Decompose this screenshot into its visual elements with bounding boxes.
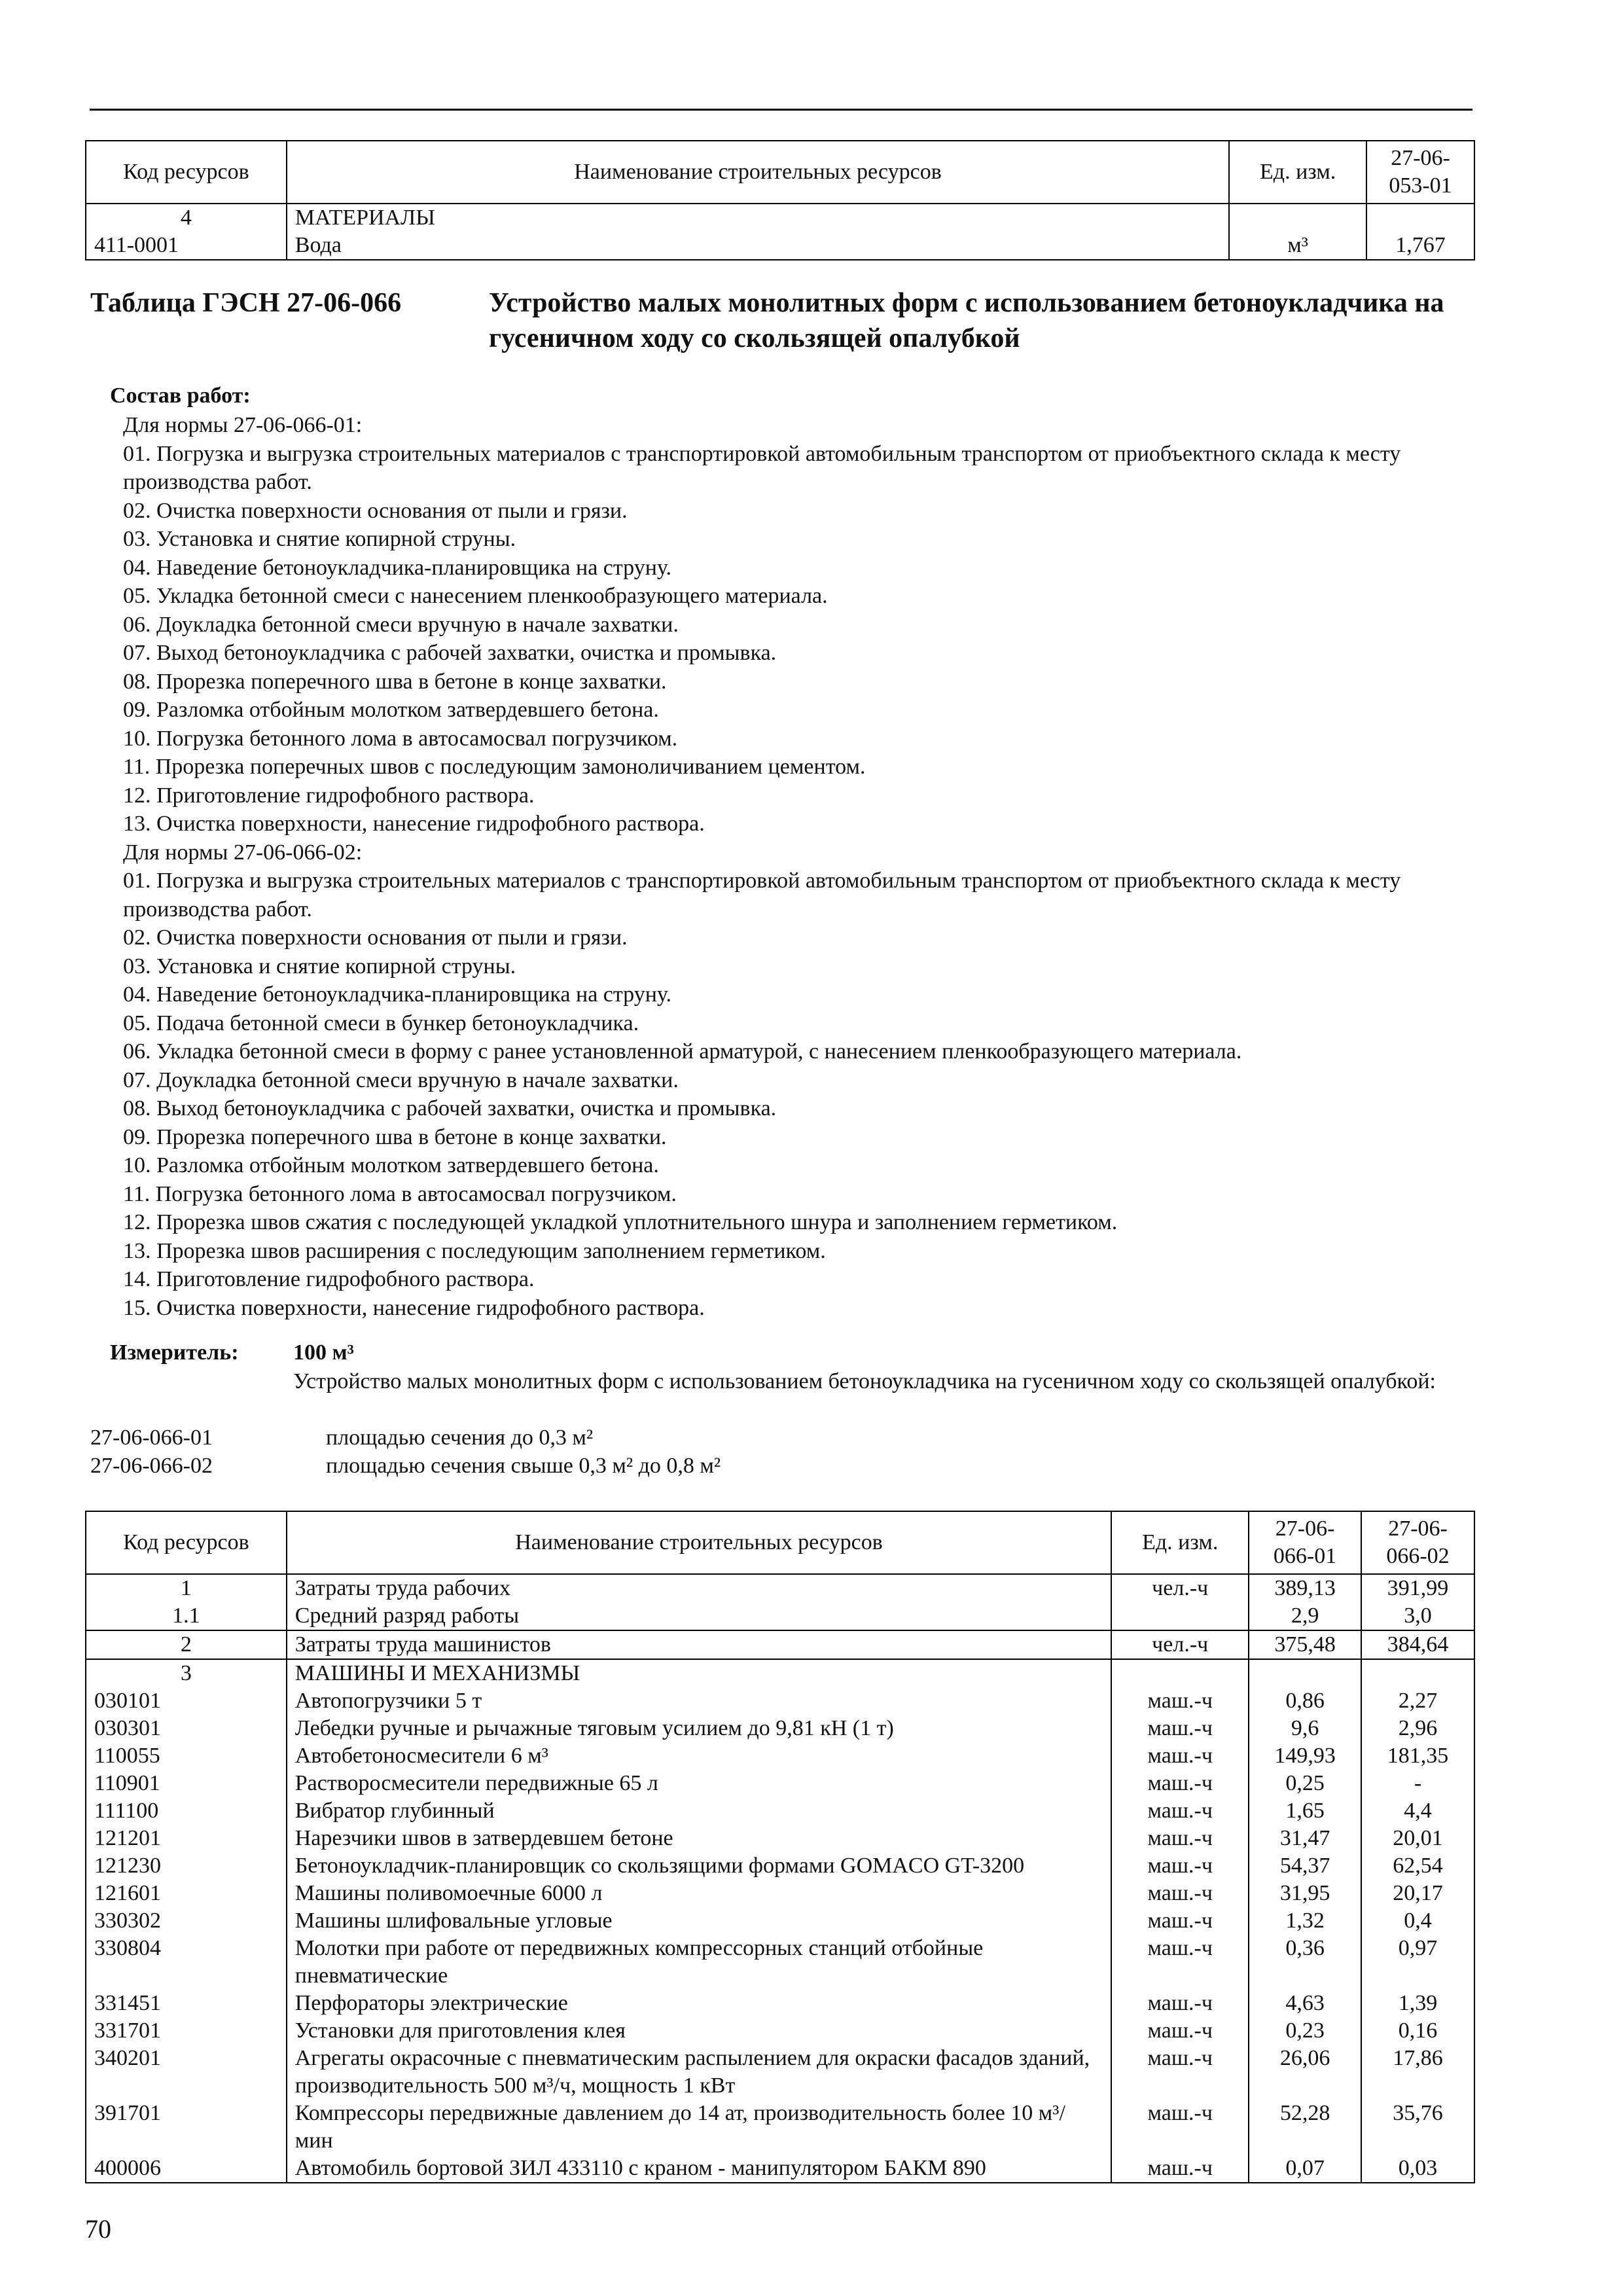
- cell-unit: [1111, 1659, 1249, 1687]
- cell-value-2: 20,01: [1361, 1825, 1474, 1852]
- measure-block: [293, 1338, 1478, 1395]
- norm-row: [90, 1424, 593, 1452]
- cell-value-1: 0,25: [1249, 1770, 1361, 1797]
- table-row: [86, 1770, 1474, 1797]
- header-name: Наименование строительных ресурсов: [287, 141, 1229, 204]
- table-row: [86, 1880, 1474, 1907]
- cell-value-1: 4,63: [1249, 1990, 1361, 2017]
- cell-unit: маш.-ч: [1111, 1797, 1249, 1825]
- cell-value-1: 389,13: [1249, 1574, 1361, 1602]
- cell-value-2: 0,4: [1361, 1907, 1474, 1935]
- composition-line: 11. Погрузка бетонного лома в автосамосвал погрузчиком.: [123, 1181, 677, 1206]
- composition-line: 09. Разломка отбойным молотком затвердевшего бетона.: [123, 698, 659, 722]
- cell-unit: маш.-ч: [1111, 2155, 1249, 2183]
- cell-value-2: 0,03: [1361, 2155, 1474, 2183]
- cell-value-1: 0,36: [1249, 1935, 1361, 1990]
- table-header-row: [86, 141, 1474, 204]
- norm-text: площадью сечения до 0,3 м²: [326, 1426, 594, 1450]
- cell-code: 411-0001: [86, 232, 287, 260]
- table-row: [86, 1687, 1474, 1715]
- norm-code: 27-06-066-01: [90, 1426, 213, 1450]
- cell-unit: маш.-ч: [1111, 2017, 1249, 2045]
- cell-value-1: 149,93: [1249, 1742, 1361, 1770]
- cell-code: 400006: [86, 2155, 287, 2183]
- composition-line: 09. Прорезка поперечного шва в бетоне в конце захватки.: [123, 1124, 667, 1149]
- cell-unit: маш.-ч: [1111, 1852, 1249, 1880]
- resources-table-066: [85, 1511, 1475, 2183]
- cell-unit: маш.-ч: [1111, 1935, 1249, 1990]
- table-row: [86, 2017, 1474, 2045]
- top-rule: [90, 109, 1472, 111]
- cell-name: Нарезчики швов в затвердевшем бетоне: [287, 1825, 1112, 1852]
- section-label: Таблица ГЭСН 27-06-066: [90, 288, 402, 318]
- cell-value: 1,767: [1366, 232, 1474, 260]
- cell-code: 111100: [86, 1797, 287, 1825]
- cell-code: 340201: [86, 2045, 287, 2100]
- composition-line: 12. Прорезка швов сжатия с последующей укладкой уплотнительного шнура и заполнением герметиком.: [123, 1210, 1118, 1234]
- table-row: [86, 1852, 1474, 1880]
- cell-code: 330302: [86, 1907, 287, 1935]
- cell-unit: чел.-ч: [1111, 1574, 1249, 1602]
- cell-value-2: 20,17: [1361, 1880, 1474, 1907]
- cell-value-1: 26,06: [1249, 2045, 1361, 2100]
- table-row: [86, 232, 1474, 260]
- resources-table-053: [85, 140, 1475, 260]
- cell-name: Автопогрузчики 5 т: [287, 1687, 1112, 1715]
- cell-code: 4: [86, 204, 287, 232]
- table-row: [86, 204, 1474, 232]
- composition-line: 01. Погрузка и выгрузка строительных материалов с транспортировкой автомобильным транспортом от приобъектного склада к месту производства работ.: [123, 869, 1401, 922]
- composition-line: 02. Очистка поверхности основания от пыли и грязи.: [123, 925, 628, 950]
- table-row: [86, 1935, 1474, 1990]
- cell-code: 121201: [86, 1825, 287, 1852]
- cell-code: 030301: [86, 1715, 287, 1742]
- cell-name: Автомобиль бортовой ЗИЛ 433110 с краном - манипулятором БАКМ 890: [287, 2155, 1112, 2183]
- cell-value: [1366, 204, 1474, 232]
- composition-line: 06. Укладка бетонной смеси в форму с ранее установленной арматурой, с нанесением пленкообразующего материала.: [123, 1039, 1242, 1064]
- header-norm: 27-06-053-01: [1366, 141, 1474, 204]
- table-row: [86, 1659, 1474, 1687]
- cell-code: 110055: [86, 1742, 287, 1770]
- cell-unit: маш.-ч: [1111, 1715, 1249, 1742]
- cell-name: Средний разряд работы: [287, 1602, 1112, 1630]
- cell-unit: [1229, 204, 1366, 232]
- measure-label: Измеритель:: [110, 1340, 239, 1365]
- cell-code: 1: [86, 1574, 287, 1602]
- cell-code: 331701: [86, 2017, 287, 2045]
- cell-value-2: 17,86: [1361, 2045, 1474, 2100]
- composition-line: 08. Прорезка поперечного шва в бетоне в конце захватки.: [123, 669, 667, 694]
- cell-name: Растворосмесители передвижные 65 л: [287, 1770, 1112, 1797]
- cell-value-1: 9,6: [1249, 1715, 1361, 1742]
- cell-code: 331451: [86, 1990, 287, 2017]
- cell-unit: маш.-ч: [1111, 1687, 1249, 1715]
- cell-name: Затраты труда рабочих: [287, 1574, 1112, 1602]
- cell-value-2: 0,97: [1361, 1935, 1474, 1990]
- cell-unit: маш.-ч: [1111, 1907, 1249, 1935]
- composition-line: 15. Очистка поверхности, нанесение гидрофобного раствора.: [123, 1295, 705, 1320]
- norm-row: [90, 1452, 721, 1480]
- table-row: [86, 1630, 1474, 1659]
- cell-code: 110901: [86, 1770, 287, 1797]
- cell-value-1: 0,23: [1249, 2017, 1361, 2045]
- header-unit: Ед. изм.: [1229, 141, 1366, 204]
- composition-line: 07. Выход бетоноукладчика с рабочей захватки, очистка и промывка.: [123, 641, 777, 665]
- cell-value-1: 0,86: [1249, 1687, 1361, 1715]
- header-norm-2: 27-06-066-02: [1361, 1511, 1474, 1574]
- table-header-row: [86, 1511, 1474, 1574]
- header-code: Код ресурсов: [86, 141, 287, 204]
- cell-value-1: 2,9: [1249, 1602, 1361, 1630]
- cell-name: Агрегаты окрасочные с пневматическим распылением для окраски фасадов зданий, производительность 500 м³/ч, мощность 1 кВт: [287, 2045, 1112, 2100]
- cell-value-1: [1249, 1659, 1361, 1687]
- cell-value-2: -: [1361, 1770, 1474, 1797]
- cell-code: 030101: [86, 1687, 287, 1715]
- table-row: [86, 1990, 1474, 2017]
- header-norm-1: 27-06-066-01: [1249, 1511, 1361, 1574]
- cell-name: МАТЕРИАЛЫ: [287, 204, 1229, 232]
- cell-name: Компрессоры передвижные давлением до 14 ат, производительность более 10 м³/мин: [287, 2100, 1112, 2155]
- composition-line: Для нормы 27-06-066-01:: [123, 413, 363, 437]
- composition-line: 04. Наведение бетоноукладчика-планировщика на струну.: [123, 555, 672, 580]
- page-number: 70: [85, 2214, 111, 2244]
- cell-value-2: 2,27: [1361, 1687, 1474, 1715]
- table-row: [86, 1797, 1474, 1825]
- table-row: [86, 1742, 1474, 1770]
- cell-value-2: [1361, 1659, 1474, 1687]
- cell-unit: маш.-ч: [1111, 1742, 1249, 1770]
- cell-unit: м³: [1229, 232, 1366, 260]
- cell-unit: маш.-ч: [1111, 1880, 1249, 1907]
- cell-value-1: 54,37: [1249, 1852, 1361, 1880]
- composition-line: 11. Прорезка поперечных швов с последующим замоноличиванием цементом.: [123, 755, 866, 779]
- cell-value-2: 3,0: [1361, 1602, 1474, 1630]
- cell-value-2: 181,35: [1361, 1742, 1474, 1770]
- header-name: Наименование строительных ресурсов: [287, 1511, 1112, 1574]
- cell-value-1: 31,95: [1249, 1880, 1361, 1907]
- composition-line: 13. Очистка поверхности, нанесение гидрофобного раствора.: [123, 812, 705, 836]
- cell-unit: маш.-ч: [1111, 2100, 1249, 2155]
- table-row: [86, 1825, 1474, 1852]
- composition-line: 10. Погрузка бетонного лома в автосамосвал погрузчиком.: [123, 726, 678, 751]
- composition-line: 13. Прорезка швов расширения с последующим заполнением герметиком.: [123, 1238, 826, 1263]
- cell-value-1: 1,32: [1249, 1907, 1361, 1935]
- composition-line: 03. Установка и снятие копирной струны.: [123, 954, 516, 978]
- cell-unit: маш.-ч: [1111, 2045, 1249, 2100]
- cell-name: Бетоноукладчик-планировщик со скользящими формами GOMACO GT-3200: [287, 1852, 1112, 1880]
- norm-code: 27-06-066-02: [90, 1454, 213, 1478]
- cell-value-2: 1,39: [1361, 1990, 1474, 2017]
- cell-unit: маш.-ч: [1111, 1990, 1249, 2017]
- composition-line: 03. Установка и снятие копирной струны.: [123, 527, 516, 551]
- cell-name: Перфораторы электрические: [287, 1990, 1112, 2017]
- cell-name: Машины шлифовальные угловые: [287, 1907, 1112, 1935]
- cell-code: 3: [86, 1659, 287, 1687]
- composition-line: 05. Подача бетонной смеси в бункер бетоноукладчика.: [123, 1011, 639, 1035]
- cell-value-1: 52,28: [1249, 2100, 1361, 2155]
- cell-code: 121230: [86, 1852, 287, 1880]
- cell-value-2: 62,54: [1361, 1852, 1474, 1880]
- cell-name: Лебедки ручные и рычажные тяговым усилием до 9,81 кН (1 т): [287, 1715, 1112, 1742]
- cell-name: Установки для приготовления клея: [287, 2017, 1112, 2045]
- table-row: [86, 1907, 1474, 1935]
- table-row: [86, 2100, 1474, 2155]
- table-row: [86, 2155, 1474, 2183]
- cell-value-2: 391,99: [1361, 1574, 1474, 1602]
- composition-line: 04. Наведение бетоноукладчика-планировщика на струну.: [123, 982, 672, 1007]
- table-row: [86, 1602, 1474, 1630]
- composition-heading: Состав работ:: [110, 384, 251, 408]
- cell-name: Вода: [287, 232, 1229, 260]
- header-unit: Ед. изм.: [1111, 1511, 1249, 1574]
- composition-line: 14. Приготовление гидрофобного раствора.: [123, 1267, 535, 1291]
- cell-value-1: 31,47: [1249, 1825, 1361, 1852]
- cell-value-2: 2,96: [1361, 1715, 1474, 1742]
- composition-line: 01. Погрузка и выгрузка строительных материалов с транспортировкой автомобильным транспортом от приобъектного склада к месту производства работ.: [123, 441, 1401, 494]
- cell-code: 1.1: [86, 1602, 287, 1630]
- composition-line: 06. Доукладка бетонной смеси вручную в начале захватки.: [123, 612, 679, 637]
- measure-unit: 100 м³: [293, 1340, 354, 1365]
- cell-unit: маш.-ч: [1111, 1825, 1249, 1852]
- cell-unit: [1111, 1602, 1249, 1630]
- cell-code: 391701: [86, 2100, 287, 2155]
- cell-value-1: 375,48: [1249, 1630, 1361, 1659]
- section-title: Устройство малых монолитных форм с использованием бетоноукладчика на гусеничном ходу со скользящей опалубкой: [489, 288, 1444, 353]
- cell-name: Вибратор глубинный: [287, 1797, 1112, 1825]
- cell-value-2: 35,76: [1361, 2100, 1474, 2155]
- cell-name: Затраты труда машинистов: [287, 1630, 1112, 1659]
- cell-value-2: 4,4: [1361, 1797, 1474, 1825]
- composition-line: 05. Укладка бетонной смеси с нанесением пленкообразующего материала.: [123, 584, 828, 608]
- cell-value-2: 0,16: [1361, 2017, 1474, 2045]
- cell-name: Молотки при работе от передвижных компрессорных станций отбойные пневматические: [287, 1935, 1112, 1990]
- measure-description: Устройство малых монолитных форм с использованием бетоноукладчика на гусеничном ходу со скользящей опалубкой:: [293, 1369, 1436, 1393]
- composition-line: 12. Приготовление гидрофобного раствора.: [123, 783, 535, 808]
- cell-unit: чел.-ч: [1111, 1630, 1249, 1659]
- composition-line: 02. Очистка поверхности основания от пыли и грязи.: [123, 498, 628, 523]
- cell-name: МАШИНЫ И МЕХАНИЗМЫ: [287, 1659, 1112, 1687]
- cell-code: 121601: [86, 1880, 287, 1907]
- norm-text: площадью сечения свыше 0,3 м² до 0,8 м²: [326, 1454, 721, 1478]
- composition-line: 10. Разломка отбойным молотком затвердевшего бетона.: [123, 1153, 659, 1177]
- cell-value-2: 384,64: [1361, 1630, 1474, 1659]
- table-row: [86, 1574, 1474, 1602]
- table-row: [86, 1715, 1474, 1742]
- table-row: [86, 2045, 1474, 2100]
- composition-line: Для нормы 27-06-066-02:: [123, 840, 363, 865]
- composition-line: 07. Доукладка бетонной смеси вручную в начале захватки.: [123, 1067, 679, 1092]
- cell-code: 2: [86, 1630, 287, 1659]
- cell-value-1: 1,65: [1249, 1797, 1361, 1825]
- cell-value-1: 0,07: [1249, 2155, 1361, 2183]
- cell-code: 330804: [86, 1935, 287, 1990]
- cell-name: Машины поливомоечные 6000 л: [287, 1880, 1112, 1907]
- composition-list: [123, 411, 1471, 1322]
- composition-line: 08. Выход бетоноукладчика с рабочей захватки, очистка и промывка.: [123, 1096, 777, 1121]
- cell-unit: маш.-ч: [1111, 1770, 1249, 1797]
- cell-name: Автобетоносмесители 6 м³: [287, 1742, 1112, 1770]
- header-code: Код ресурсов: [86, 1511, 287, 1574]
